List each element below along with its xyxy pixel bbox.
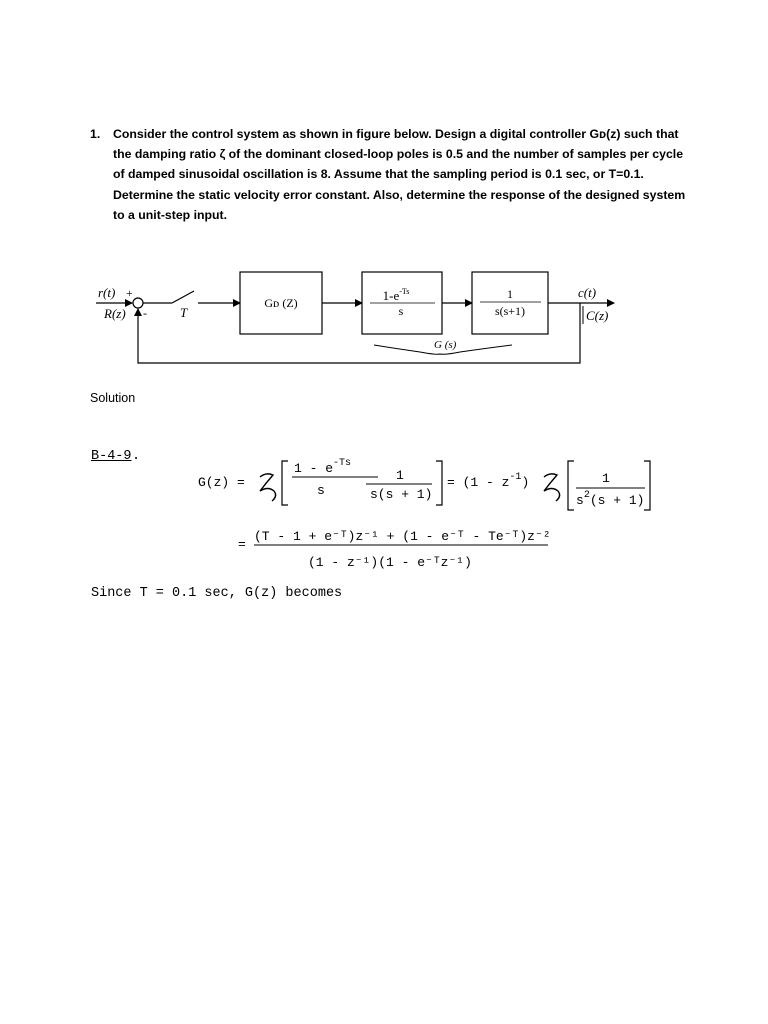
eq1-frac3-denominator: [576, 490, 644, 508]
problem-line-1: Consider the control system as shown in figure below. Design a digital controller Gᴅ(z) such that: [113, 127, 679, 141]
zoh-numerator-exponent: -Ts: [399, 287, 410, 296]
problem-number: 1.: [90, 127, 101, 141]
input-label-bottom: R(z): [104, 306, 126, 321]
solution-label: Solution: [90, 391, 136, 405]
z-transform-symbol-1: [260, 474, 276, 501]
problem-statement: [90, 124, 690, 225]
plant-denominator: s(s+1): [494, 304, 526, 318]
eq1-frac1-numerator: [294, 458, 351, 476]
output-label-top: c(t): [578, 285, 597, 300]
z-transform-symbol-2: [544, 474, 560, 501]
controller-label: Gᴅ (Z): [264, 296, 298, 310]
since-statement: Since T = 0.1 sec, G(z) becomes: [91, 586, 343, 601]
eq1-middle-close: ): [521, 475, 530, 490]
sampler-label: T: [180, 305, 188, 320]
eq1-frac3-denominator-s: s: [576, 493, 584, 508]
eq2-denominator: (1 - z⁻¹)(1 - e⁻ᵀz⁻¹): [308, 555, 472, 570]
input-label-top: r(t): [98, 285, 116, 300]
solution-equations: [190, 450, 670, 580]
gs-label: G (s): [434, 339, 457, 351]
eq1-middle-base: = (1 - z: [447, 475, 510, 490]
eq1-frac1-numerator-exponent: -Ts: [333, 458, 352, 469]
sampler-switch: [172, 291, 194, 303]
problem-line-4: Determine the static velocity error constant. Also, determine the response of the designed system: [113, 187, 686, 202]
eq1-frac2-denominator: s(s + 1): [370, 487, 433, 502]
eq1-frac1-denominator: s: [317, 483, 325, 498]
zoh-numerator-base: 1-e: [382, 288, 400, 303]
zoh-denominator: s: [398, 304, 404, 318]
problem-line-5: to a unit-step input.: [113, 207, 228, 222]
eq1-middle-exponent: -1: [509, 472, 522, 483]
eq2-equals: =: [238, 537, 246, 552]
plus-sign: +: [126, 286, 133, 300]
minus-sign: -: [143, 306, 147, 320]
eq1-frac1-numerator-base: 1 - e: [294, 461, 334, 476]
eq1-frac3-denominator-rest: (s + 1): [589, 493, 645, 508]
bracket-left-2: [568, 461, 574, 510]
bracket-right-1: [436, 461, 442, 505]
plant-block: [472, 272, 548, 334]
eq1-frac3-numerator: 1: [602, 471, 610, 486]
eq1-frac3-denominator-exponent: 2: [583, 490, 590, 501]
plant-numerator: 1: [507, 287, 513, 301]
output-label-bottom: C(z): [586, 308, 609, 323]
block-diagram: [90, 262, 650, 372]
bracket-left-1: [282, 461, 288, 505]
bracket-right-2: [644, 461, 650, 510]
problem-line-2: the damping ratio ζ of the dominant closed-loop poles is 0.5 and the number of samples per cycle: [113, 147, 684, 162]
feedback-arrowhead: [134, 308, 142, 316]
problem-id-suffix: .: [132, 449, 141, 464]
problem-line-3: of damped sinusoidal oscillation is 8. Assume that the sampling period is 0.1 sec, or T=0.1.: [113, 167, 644, 182]
eq1-middle: [447, 472, 529, 490]
eq1-frac2-numerator: 1: [396, 468, 404, 483]
eq1-lhs: G(z) =: [198, 475, 245, 490]
summing-junction: [133, 298, 143, 308]
eq2-numerator: (T - 1 + e⁻ᵀ)z⁻¹ + (1 - e⁻ᵀ - Te⁻ᵀ)z⁻²: [254, 529, 551, 544]
problem-id: B-4-9: [91, 449, 132, 464]
